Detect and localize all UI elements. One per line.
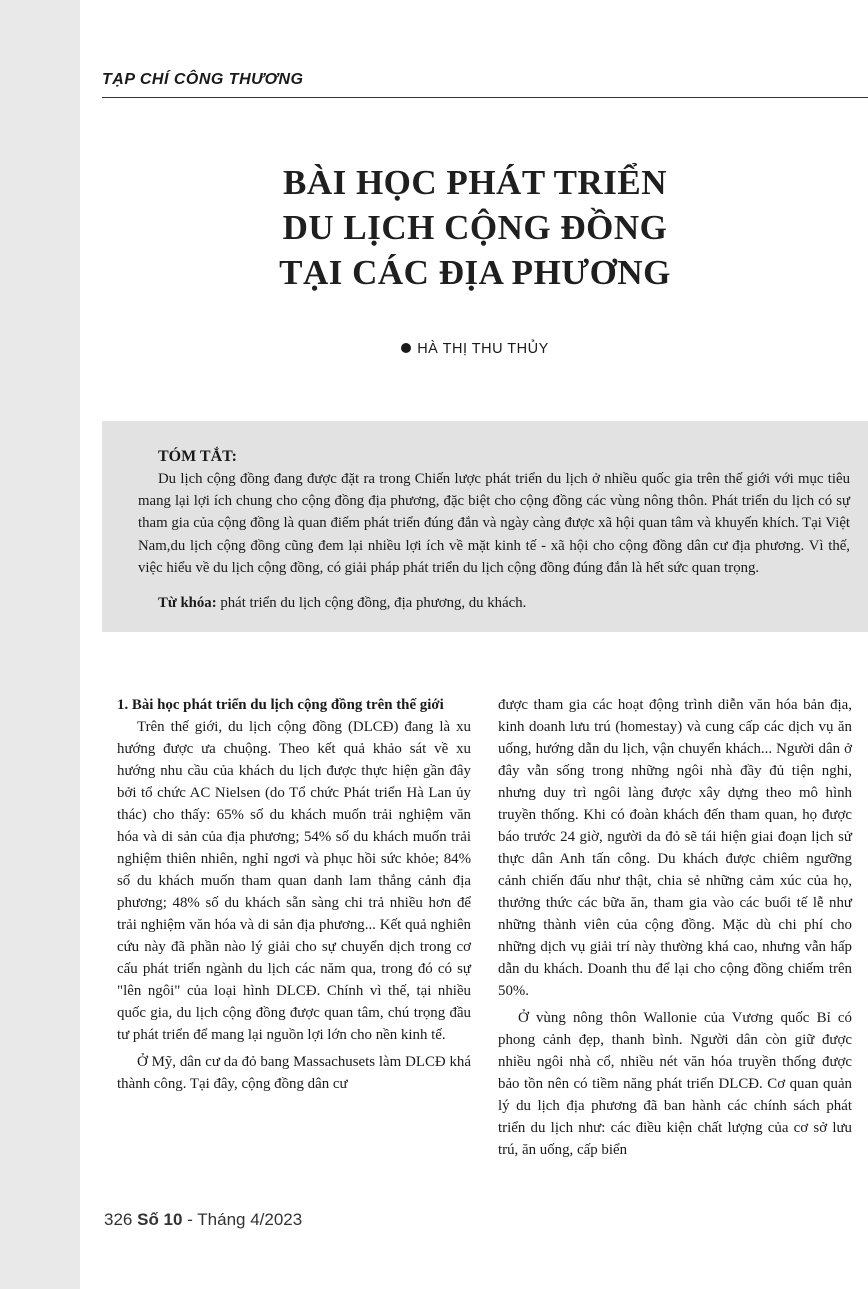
body-paragraph: Ở vùng nông thôn Wallonie của Vương quốc Bỉ có phong cảnh đẹp, thanh bình. Người dân còn giữ được nhiều ngôi nhà cổ, nhiều nét văn hóa truyền thống được bảo tồn nên có tiềm năng phát triển DLCĐ. Cơ quan quản lý du lịch địa phương đã ban hành các chính sách phát triển du lịch như: các điều kiện chất lượng của cơ sở lưu trú, ăn uống, cấp biển: [498, 1010, 852, 1158]
author-line: [100, 341, 850, 357]
section-heading: 1. Bài học phát triển du lịch cộng đồng trên thế giới: [117, 697, 444, 713]
abstract-heading: TÓM TẮT:: [158, 448, 237, 465]
body-column-right: [498, 694, 852, 1166]
body-column-left: [117, 694, 471, 1100]
body-paragraph: Trên thế giới, du lịch cộng đồng (DLCĐ) đang là xu hướng được ưa chuộng. Theo kết quả khảo sát về xu hướng nhu cầu của khách du lịch được thực hiện gần đây bởi tổ chức AC Nielsen (do Tổ chức Phát triển Hà Lan ủy thác) cho thấy: 65% số du khách muốn trải nghiệm văn hóa và di sản của địa phương; 54% số du khách muốn trải nghiệm thiên nhiên, nghỉ ngơi và phục hồi sức khỏe; 84% số du khách muốn tham quan danh lam thắng cảnh địa phương; 48% số du khách sẵn sàng chi trả nhiều hơn để trải nghiệm văn hóa và di sản địa phương... Kết quả nghiên cứu này đã phần nào lý giải cho sự chuyển dịch trong cơ cấu phát triển ngành du lịch các năm qua, trong đó có sự "lên ngôi" của loại hình DLCĐ. Chính vì thế, tại nhiều quốc gia, du lịch cộng đồng được quan tâm, chú trọng đầu tư phát triển để mang lại nguồn lợi lớn cho nền kinh tế.: [117, 719, 471, 1043]
keywords: [138, 592, 850, 614]
abstract-text: Du lịch cộng đồng đang được đặt ra trong Chiến lược phát triển du lịch ở nhiều quốc gia trên thế giới với mục tiêu mang lại lợi ích chung cho cộng đồng địa phương, đặc biệt cho cộng đồng các vùng nông thôn. Phát triển du lịch có sự tham gia của cộng đồng là quan điểm phát triển đúng đắn và ngày càng được xã hội quan tâm và khuyến khích. Tại Việt Nam,du lịch cộng đồng cũng đem lại nhiều lợi ích về mặt kinh tế - xã hội cho cộng đồng dân cư địa phương. Vì thế, việc hiểu về du lịch cộng đồng, có giải pháp phát triển du lịch cộng đồng đúng đắn là hết sức quan trọng.: [138, 471, 850, 576]
keywords-text: phát triển du lịch cộng đồng, địa phương, du khách.: [220, 595, 527, 611]
issue-number: Số 10: [137, 1210, 183, 1229]
header-rule: [102, 97, 868, 98]
body-paragraph: được tham gia các hoạt động trình diễn văn hóa bản địa, kinh doanh lưu trú (homestay) và cung cấp các dịch vụ ăn uống, hướng dẫn du lịch, vận chuyển khách... Người dân ở đây vẫn sống trong những ngôi nhà đầy đủ tiện nghi, nhưng duy trì ngôi làng được xây dựng theo mô hình truyền thống. Khi có đoàn khách đến tham quan, họ được báo trước 24 giờ, người da đỏ sẽ tái hiện giai đoạn lịch sử thực dân Anh tấn công. Du khách được chiêm ngưỡng cảnh chiến đấu như thật, chia sẻ những cảm xúc của họ, thưởng thức các bữa ăn, tham gia vào các buổi tế lễ như những thành viên của cộng đồng. Mặc dù chi phí cho những dịch vụ giải trí này thường khá cao, nhưng vẫn hấp dẫn du khách. Doanh thu để lại cho cộng đồng chiếm trên 50%.: [498, 697, 852, 999]
page-left-margin: [0, 0, 80, 1289]
title-line: DU LỊCH CỘNG ĐỒNG: [282, 208, 668, 247]
title-line: BÀI HỌC PHÁT TRIỂN: [282, 163, 668, 202]
journal-name: TẠP CHÍ CÔNG THƯƠNG: [102, 71, 304, 88]
body-paragraph: Ở Mỹ, dân cư da đỏ bang Massachusets làm DLCĐ khá thành công. Tại đây, cộng đồng dân cư: [117, 1054, 471, 1092]
page-footer: [104, 1210, 302, 1230]
keywords-label: Từ khóa:: [158, 595, 217, 611]
issue-date: - Tháng 4/2023: [187, 1210, 303, 1229]
article-title: [100, 160, 850, 295]
page-number: 326: [104, 1210, 133, 1229]
bullet-icon: [401, 343, 411, 353]
title-line: TẠI CÁC ĐỊA PHƯƠNG: [279, 253, 671, 292]
author-name: HÀ THỊ THU THỦY: [417, 341, 549, 357]
